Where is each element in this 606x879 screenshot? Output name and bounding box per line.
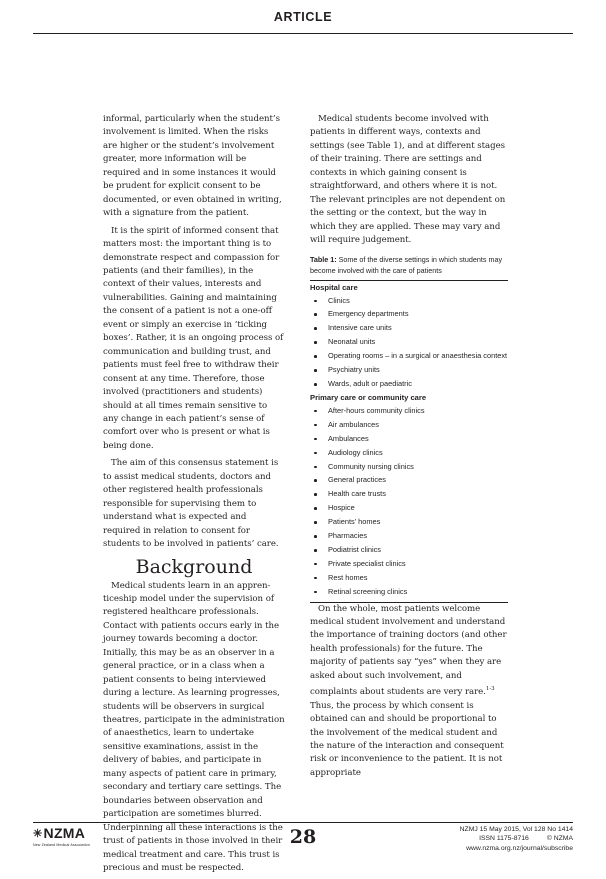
left-paragraph-4: Medical students learn in an apprenticeship model under the supervision of registered healthcare professionals. Contact with patients occurs early in the journey towards becoming a doctor. Initially, this may be as an observer in a general practice, or in a class when a patient consents to being interviewed during a lecture. As learning progresses, students will be observers in surgical theatres, participate in the administration of anaesthetics, learn to undertake sensitive examinations, assist in the delivery of babies, and participate in many aspects of patient care in primary, secondary and tertiary care settings. The boundaries between observation and participation are sometimes blurred. Underpinning all these interactions is the trust of patients in those involved in their medical treatment and care. This trust is precious and must be respected. [103,580,285,874]
right-paragraph-2 [310,603,508,781]
right-paragraph-1: Medical students become involved with patients in different ways, contexts and settings (see Table 1), and at different stages of their training. There are settings and contexts in which gaining consent is straightforward, and others where it is not. The relevant principles are not dependent on the setting or the context, but the way in which they are applied. These may vary and will require judgement. [310,114,506,246]
journal-citation [460,825,573,853]
right-paragraph-2-text: On the whole, most patients welcome medical student involvement and understand the importance of training doctors (and other health professionals) for the future. The majority of patients say “yes” when they are asked about such involvement, and complaints about students are very rare. [310,603,507,698]
table-list-item: Hospice [310,501,508,515]
page-number: 28 [289,826,317,848]
table-list-item: Emergency departments [310,307,508,321]
table-caption [310,254,508,276]
header-rule [33,33,573,34]
footer-rule [33,822,573,823]
table-1 [310,254,508,603]
table-list-item: Clinics [310,294,508,308]
table-list-item: Psychiatry units [310,363,508,377]
logo-text: NZMA [43,825,86,841]
table-list-item: Retinal screening clinics [310,585,508,599]
table-group-heading: Primary care or community care [310,392,427,402]
table-group-heading: Hospital care [310,282,358,292]
left-column [103,113,285,879]
table-list-hospital [310,294,508,391]
table-list-item: Neonatal units [310,335,508,349]
table-list-item: Community nursing clinics [310,460,508,474]
header-title: ARTICLE [273,10,333,24]
table-list-item: Audiology clinics [310,446,508,460]
right-paragraph-2-continued: Thus, the process by which consent is obtained can and should be proportional to the involvement of the medical student and the nature of the interaction and consequent risk or inconvenience to the patient. It is not appropriate [310,700,504,778]
left-paragraph-1: informal, particularly when the student’s involvement is limited. When the risks are higher or the student’s involvement greater, more information will be required and in some instances it would be prudent for explicit consent to be documented, or even obtained in writing, with a signature from the patient. [103,114,282,219]
table-top-rule [310,280,508,281]
table-list-item: Podiatrist clinics [310,543,508,557]
table-list-item: After-hours community clinics [310,404,508,418]
left-paragraph-3: The aim of this consensus statement is to assist medical students, doctors and other registered health professionals responsible for supervising them to understand what is expected and required in relation to consent for students to be involved in patients’ care. [103,458,279,550]
table-list-item: General practices [310,473,508,487]
table-list-item: Private specialist clinics [310,557,508,571]
table-list-item: Intensive care units [310,321,508,335]
table-list-item: Air ambulances [310,418,508,432]
table-caption-text: Some of the diverse settings in which students may become involved with the care of patients [310,254,503,275]
table-list-item: Ambulances [310,432,508,446]
right-column [310,113,508,784]
section-heading-background: Background [135,555,253,578]
table-list-item: Wards, adult or paediatric [310,377,508,391]
table-list-item: Patients’ homes [310,515,508,529]
table-list-primary [310,404,508,599]
table-list-item: Pharmacies [310,529,508,543]
citation-superscript: 1-3 [485,686,495,693]
citation-line-1: NZMJ 15 May 2015, Vol 128 No 1414 [459,826,573,833]
citation-copyright: © NZMA [546,835,573,843]
citation-issn: ISSN 1175-8716 [479,835,529,843]
left-paragraph-2: It is the spirit of informed consent that matters most: the important thing is to demonstrate respect and compassion for patients (and their families), in the context of their values, interests and vulnerabilities. Gaining and maintaining the consent of a patient is not a one-off event or simply an exercise in ‘ticking boxes’. Rather, it is an ongoing process of communication and building trust, and patients must feel free to withdraw their consent at any time. Therefore, those involved (practitioners and students) should at all times remain sensitive to any change in each patient’s sense of comfort over who is present or what is being done. [103,225,284,451]
table-list-item: Rest homes [310,571,508,585]
table-list-item: Health care trusts [310,487,508,501]
table-caption-label: Table 1: [310,254,337,264]
logo-subtitle: New Zealand Medical Association [33,843,90,847]
star-icon: ✳ [33,828,43,840]
citation-url: www.nzma.org.nz/journal/subscribe [466,844,573,852]
table-list-item: Operating rooms – in a surgical or anaesthesia context [310,349,508,363]
